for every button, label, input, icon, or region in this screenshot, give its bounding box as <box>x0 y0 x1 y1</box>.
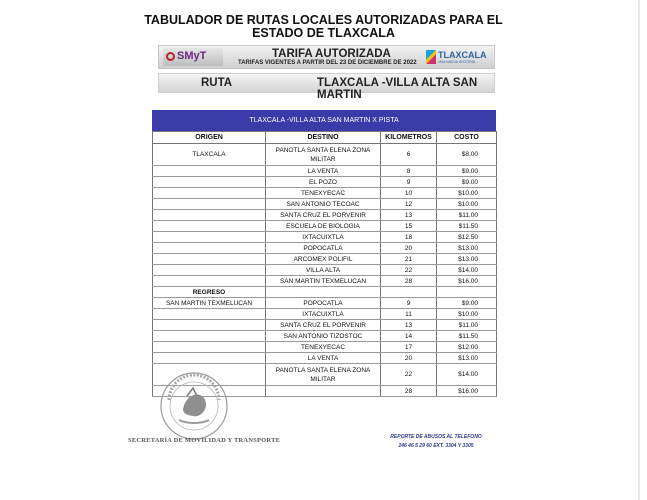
cell-destino: POPOCATLA <box>266 243 381 254</box>
cell-costo: $11.00 <box>437 210 497 221</box>
cell-kilometros: 6 <box>381 144 437 166</box>
smyt-logo: SMyT <box>163 48 223 66</box>
cell-kilometros: 22 <box>381 265 437 276</box>
column-header-origen: ORIGEN <box>153 132 266 144</box>
table-row <box>153 320 497 331</box>
cell-destino: SAN ANTONIO TIZOSTOC <box>266 331 381 342</box>
cell-destino: PANOTLA SANTA ELENA ZONA MILITAR <box>266 144 381 166</box>
table-row <box>153 210 497 221</box>
cell-origen <box>153 353 266 364</box>
table-row <box>153 331 497 342</box>
cell-costo: $14.00 <box>437 364 497 386</box>
table-header-row <box>153 132 497 144</box>
cell-costo: $16.00 <box>437 386 497 397</box>
cell-kilometros: 14 <box>381 331 437 342</box>
cell-costo: $13.00 <box>437 353 497 364</box>
cell-kilometros <box>381 287 437 298</box>
cell-destino: LA VENTA <box>266 353 381 364</box>
cell-destino: IXTACUIXTLA <box>266 309 381 320</box>
tarifa-subtitle: TARIFAS VIGENTES A PARTIR DEL 23 DE DICIEMBRE DE 2022 <box>238 60 417 66</box>
table-row <box>153 254 497 265</box>
cell-destino: TENEXYECAC <box>266 342 381 353</box>
cell-origen <box>153 331 266 342</box>
table-row <box>153 221 497 232</box>
table-row <box>153 232 497 243</box>
table-row <box>153 243 497 254</box>
cell-kilometros: 8 <box>381 166 437 177</box>
cell-kilometros: 13 <box>381 210 437 221</box>
cell-costo: $14.00 <box>437 265 497 276</box>
cell-destino: SANTA CRUZ EL PORVENIR <box>266 210 381 221</box>
column-header-costo: COSTO <box>437 132 497 144</box>
table-row <box>153 309 497 320</box>
cell-costo: $16.00 <box>437 276 497 287</box>
cell-origen <box>153 342 266 353</box>
cell-costo: $13.00 <box>437 254 497 265</box>
column-header-destino: DESTINO <box>266 132 381 144</box>
cell-kilometros: 18 <box>381 232 437 243</box>
cell-origen <box>153 265 266 276</box>
table-row <box>153 199 497 210</box>
cell-costo: $9.00 <box>437 298 497 309</box>
cell-costo: $8.00 <box>437 144 497 166</box>
ruta-label: RUTA <box>201 77 233 89</box>
cell-kilometros: 13 <box>381 320 437 331</box>
cell-destino: POPOCATLA <box>266 298 381 309</box>
cell-destino: EL POZO <box>266 177 381 188</box>
cell-origen: REGRESO <box>153 287 266 298</box>
mexico-seal <box>157 370 231 442</box>
ruta-banner <box>158 73 495 101</box>
reporte-line-1: REPORTE DE ABUSOS AL TELEFONO <box>390 434 482 440</box>
cell-destino: ESCUELA DE BIOLOGIA <box>266 221 381 232</box>
table-row <box>153 276 497 287</box>
title-line-2: ESTADO DE TLAXCALA <box>252 26 395 40</box>
cell-origen <box>153 166 266 177</box>
table-caption: TLAXCALA -VILLA ALTA SAN MARTIN X PISTA <box>152 110 496 131</box>
cell-origen <box>153 177 266 188</box>
reporte-abusos <box>385 433 487 451</box>
cell-destino: IXTACUIXTLA <box>266 232 381 243</box>
cell-destino: TENEXYECAC <box>266 188 381 199</box>
cell-kilometros: 10 <box>381 188 437 199</box>
cell-kilometros: 17 <box>381 342 437 353</box>
cell-kilometros: 20 <box>381 243 437 254</box>
tlaxcala-logo: TLAXCALA UNA NUEVA HISTORIA <box>426 50 488 66</box>
cell-origen <box>153 309 266 320</box>
table-row <box>153 177 497 188</box>
table-row <box>153 188 497 199</box>
cell-kilometros: 12 <box>381 199 437 210</box>
cell-kilometros: 22 <box>381 364 437 386</box>
table-row <box>153 342 497 353</box>
cell-destino: PANOTLA SANTA ELENA ZONA MILITAR <box>266 364 381 386</box>
column-header-kilometros: KILOMETROS <box>381 132 437 144</box>
table-row <box>153 144 497 166</box>
cell-destino: SAN ANTONIO TECOAC <box>266 199 381 210</box>
cell-origen <box>153 243 266 254</box>
cell-kilometros: 21 <box>381 254 437 265</box>
cell-origen <box>153 232 266 243</box>
cell-destino: SANTA CRUZ EL PORVENIR <box>266 320 381 331</box>
cell-costo: $12.50 <box>437 232 497 243</box>
tarifa-title: TARIFA AUTORIZADA <box>272 48 391 60</box>
cell-costo: $9.00 <box>437 177 497 188</box>
cell-costo: $10.00 <box>437 199 497 210</box>
cell-origen <box>153 199 266 210</box>
cell-origen <box>153 221 266 232</box>
cell-origen <box>153 254 266 265</box>
cell-costo: $11.50 <box>437 331 497 342</box>
cell-origen <box>153 320 266 331</box>
cell-costo: $12.00 <box>437 342 497 353</box>
document-title <box>0 14 647 40</box>
cell-costo: $10.00 <box>437 188 497 199</box>
cell-kilometros: 28 <box>381 276 437 287</box>
cell-kilometros: 20 <box>381 353 437 364</box>
cell-kilometros: 9 <box>381 177 437 188</box>
cell-kilometros: 28 <box>381 386 437 397</box>
cell-destino <box>266 287 381 298</box>
table-row <box>153 265 497 276</box>
table-row <box>153 166 497 177</box>
cell-origen <box>153 276 266 287</box>
cell-costo <box>437 287 497 298</box>
cell-destino: SAN MARTIN TEXMELUCAN <box>266 276 381 287</box>
cell-destino: ARCOMEX POLIFIL <box>266 254 381 265</box>
table-row <box>153 287 497 298</box>
ruta-name: TLAXCALA -VILLA ALTA SAN MARTIN <box>317 77 478 101</box>
tarifa-banner <box>158 45 495 69</box>
page-edge <box>638 0 640 500</box>
table-row <box>153 298 497 309</box>
reporte-phone: 246 46 5 29 60 EXT. 3304 Y 3305 <box>398 443 474 449</box>
cell-costo: $9.00 <box>437 166 497 177</box>
cell-costo: $13.00 <box>437 243 497 254</box>
cell-destino: VILLA ALTA <box>266 265 381 276</box>
tariff-table <box>152 110 496 397</box>
cell-destino <box>266 386 381 397</box>
title-line-1: TABULADOR DE RUTAS LOCALES AUTORIZADAS PARA EL <box>144 13 503 27</box>
cell-costo: $11.00 <box>437 320 497 331</box>
cell-origen: SAN MARTIN TEXMELUCAN <box>153 298 266 309</box>
cell-costo: $10.00 <box>437 309 497 320</box>
cell-costo: $11.50 <box>437 221 497 232</box>
cell-origen <box>153 188 266 199</box>
cell-origen <box>153 210 266 221</box>
cell-origen: TLAXCALA <box>153 144 266 166</box>
secretaria-label: SECRETARÍA DE MOVILIDAD Y TRANSPORTE <box>128 437 281 444</box>
table-row <box>153 353 497 364</box>
cell-kilometros: 11 <box>381 309 437 320</box>
cell-destino: LA VENTA <box>266 166 381 177</box>
cell-kilometros: 15 <box>381 221 437 232</box>
cell-kilometros: 9 <box>381 298 437 309</box>
